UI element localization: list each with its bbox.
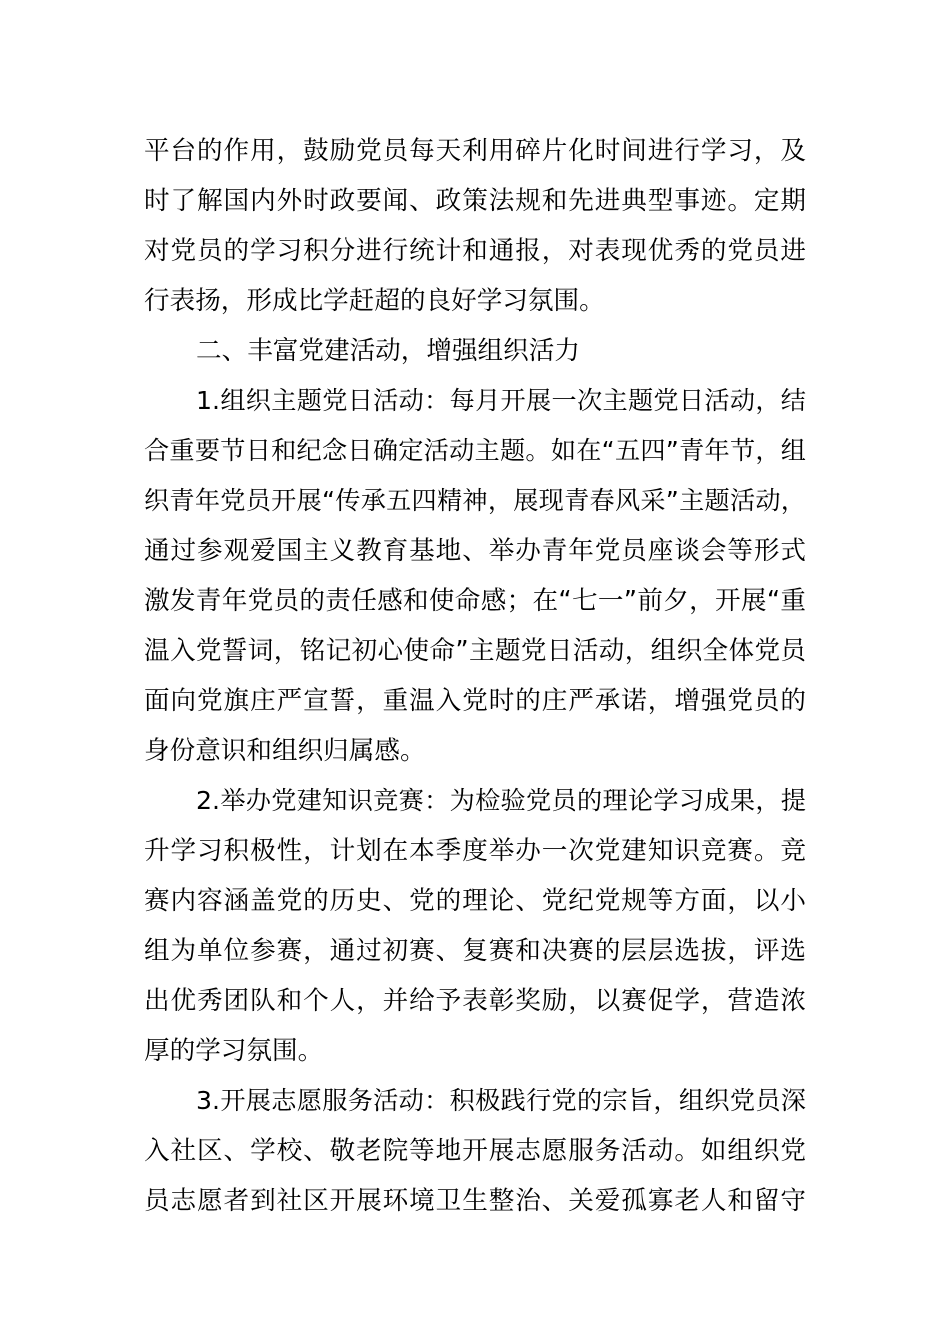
text-line: 时了解国内外时政要闻、政策法规和先进典型事迹。定期 [144,186,806,216]
text-line: 合重要节日和纪念日确定活动主题。如在“五四”青年节，组 [144,436,806,465]
text-line: 对党员的学习积分进行统计和通报，对表现优秀的党员进 [144,236,806,266]
text-line: 面向党旗庄严宣誓，重温入党时的庄严承诺，增强党员的 [144,686,806,716]
text-line: 员志愿者到社区开展环境卫生整治、关爱孤寡老人和留守 [144,1186,806,1216]
text-line: 入社区、学校、敬老院等地开展志愿服务活动。如组织党 [144,1136,806,1166]
text-line: 1.组织主题党日活动：每月开展一次主题党日活动，结 [196,386,806,415]
text-line: 激发青年党员的责任感和使命感；在“七一”前夕，开展“重 [144,586,806,616]
text-line: 行表扬，形成比学赶超的良好学习氛围。 [144,286,605,316]
text-line: 升学习积极性，计划在本季度举办一次党建知识竞赛。竞 [144,836,806,866]
text-line: 平台的作用，鼓励党员每天利用碎片化时间进行学习，及 [144,136,806,166]
text-line: 厚的学习氛围。 [144,1036,324,1066]
text-line: 3.开展志愿服务活动：积极践行党的宗旨，组织党员深 [196,1086,806,1115]
text-line: 身份意识和组织归属感。 [144,736,426,766]
text-line: 出优秀团队和个人，并给予表彰奖励，以赛促学，营造浓 [144,986,806,1016]
text-line: 2.举办党建知识竞赛：为检验党员的理论学习成果，提 [196,786,806,815]
text-line: 赛内容涵盖党的历史、党的理论、党纪党规等方面，以小 [144,886,806,916]
text-line: 温入党誓词，铭记初心使命”主题党日活动，组织全体党员 [144,636,806,666]
text-line: 二、丰富党建活动，增强组织活力 [196,336,580,366]
text-line: 织青年党员开展“传承五四精神，展现青春风采”主题活动， [144,486,806,515]
text-line: 组为单位参赛，通过初赛、复赛和决赛的层层选拔，评选 [144,936,806,966]
text-line: 通过参观爱国主义教育基地、举办青年党员座谈会等形式 [144,536,806,566]
document-body [144,126,806,1226]
